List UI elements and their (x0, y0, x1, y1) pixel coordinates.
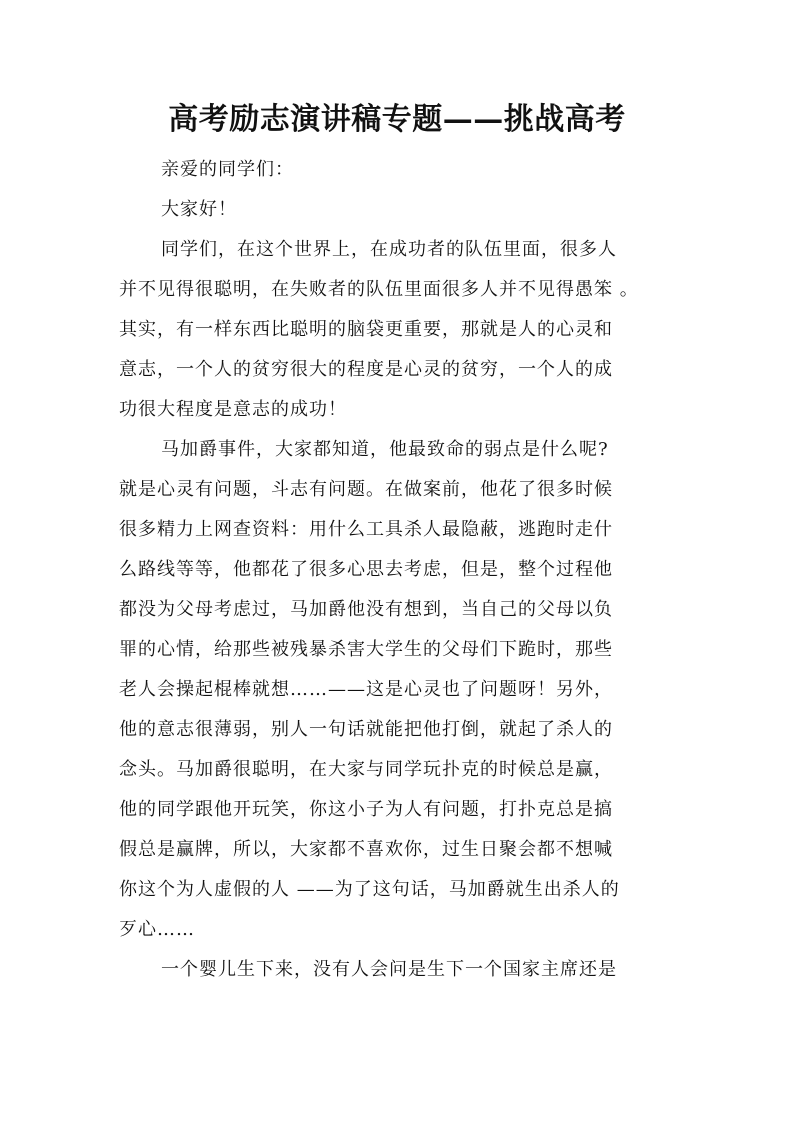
paragraph-1-line-3: 其实，有一样东西比聪明的脑袋更重要，那就是人的心灵和 (119, 319, 613, 340)
paragraph-1-line-5: 功很大程度是意志的成功！ (119, 399, 347, 420)
paragraph-1-line-4: 意志，一个人的贫穷很大的程度是心灵的贫穷，一个人的成 (119, 359, 613, 380)
paragraph-2-line-12: 你这个为人虚假的人 ——为了这句话，马加爵就生出杀人的 (119, 879, 620, 900)
paragraph-3-line-1: 一个婴儿生下来，没有人会问是生下一个国家主席还是 (161, 959, 617, 980)
paragraph-2-line-1: 马加爵事件，大家都知道，他最致命的弱点是什么呢? (161, 439, 609, 460)
paragraph-2-line-2: 就是心灵有问题，斗志有问题。在做案前，他花了很多时候 (119, 479, 613, 500)
paragraph-2-line-13: 歹心…… (119, 919, 195, 940)
paragraph-1-line-2: 并不见得很聪明，在失败者的队伍里面很多人并不见得愚笨 。 (119, 279, 639, 300)
document-body (119, 150, 679, 990)
paragraph-2-line-10: 他的同学跟他开玩笑，你这小子为人有问题，打扑克总是搞 (119, 799, 613, 820)
hello-line: 大家好！ (161, 199, 237, 220)
paragraph-2-line-11: 假总是赢牌，所以，大家都不喜欢你，过生日聚会都不想喊 (119, 839, 613, 860)
paragraph-2-line-9: 念头。马加爵很聪明，在大家与同学玩扑克的时候总是赢， (119, 759, 613, 780)
paragraph-2-line-7: 老人会操起棍棒就想……——这是心灵也了问题呀！另外， (119, 679, 613, 700)
paragraph-2-line-5: 都没为父母考虑过，马加爵他没有想到，当自己的父母以负 (119, 599, 613, 620)
paragraph-2-line-4: 么路线等等，他都花了很多心思去考虑，但是，整个过程他 (119, 559, 613, 580)
paragraph-2-line-3: 很多精力上网查资料：用什么工具杀人最隐蔽，逃跑时走什 (119, 519, 613, 540)
paragraph-3 (119, 950, 679, 990)
document-title: 高考励志演讲稿专题——挑战高考 (168, 102, 626, 137)
paragraph-1 (119, 230, 679, 430)
paragraph-1-line-1: 同学们，在这个世界上，在成功者的队伍里面，很多人 (161, 239, 617, 260)
paragraph-2-line-8: 他的意志很薄弱，别人一句话就能把他打倒，就起了杀人的 (119, 719, 613, 740)
paragraph-2-line-6: 罪的心情，给那些被残暴杀害大学生的父母们下跪时，那些 (119, 639, 613, 660)
paragraph-2 (119, 430, 679, 950)
greeting-line: 亲爱的同学们： (161, 159, 294, 180)
